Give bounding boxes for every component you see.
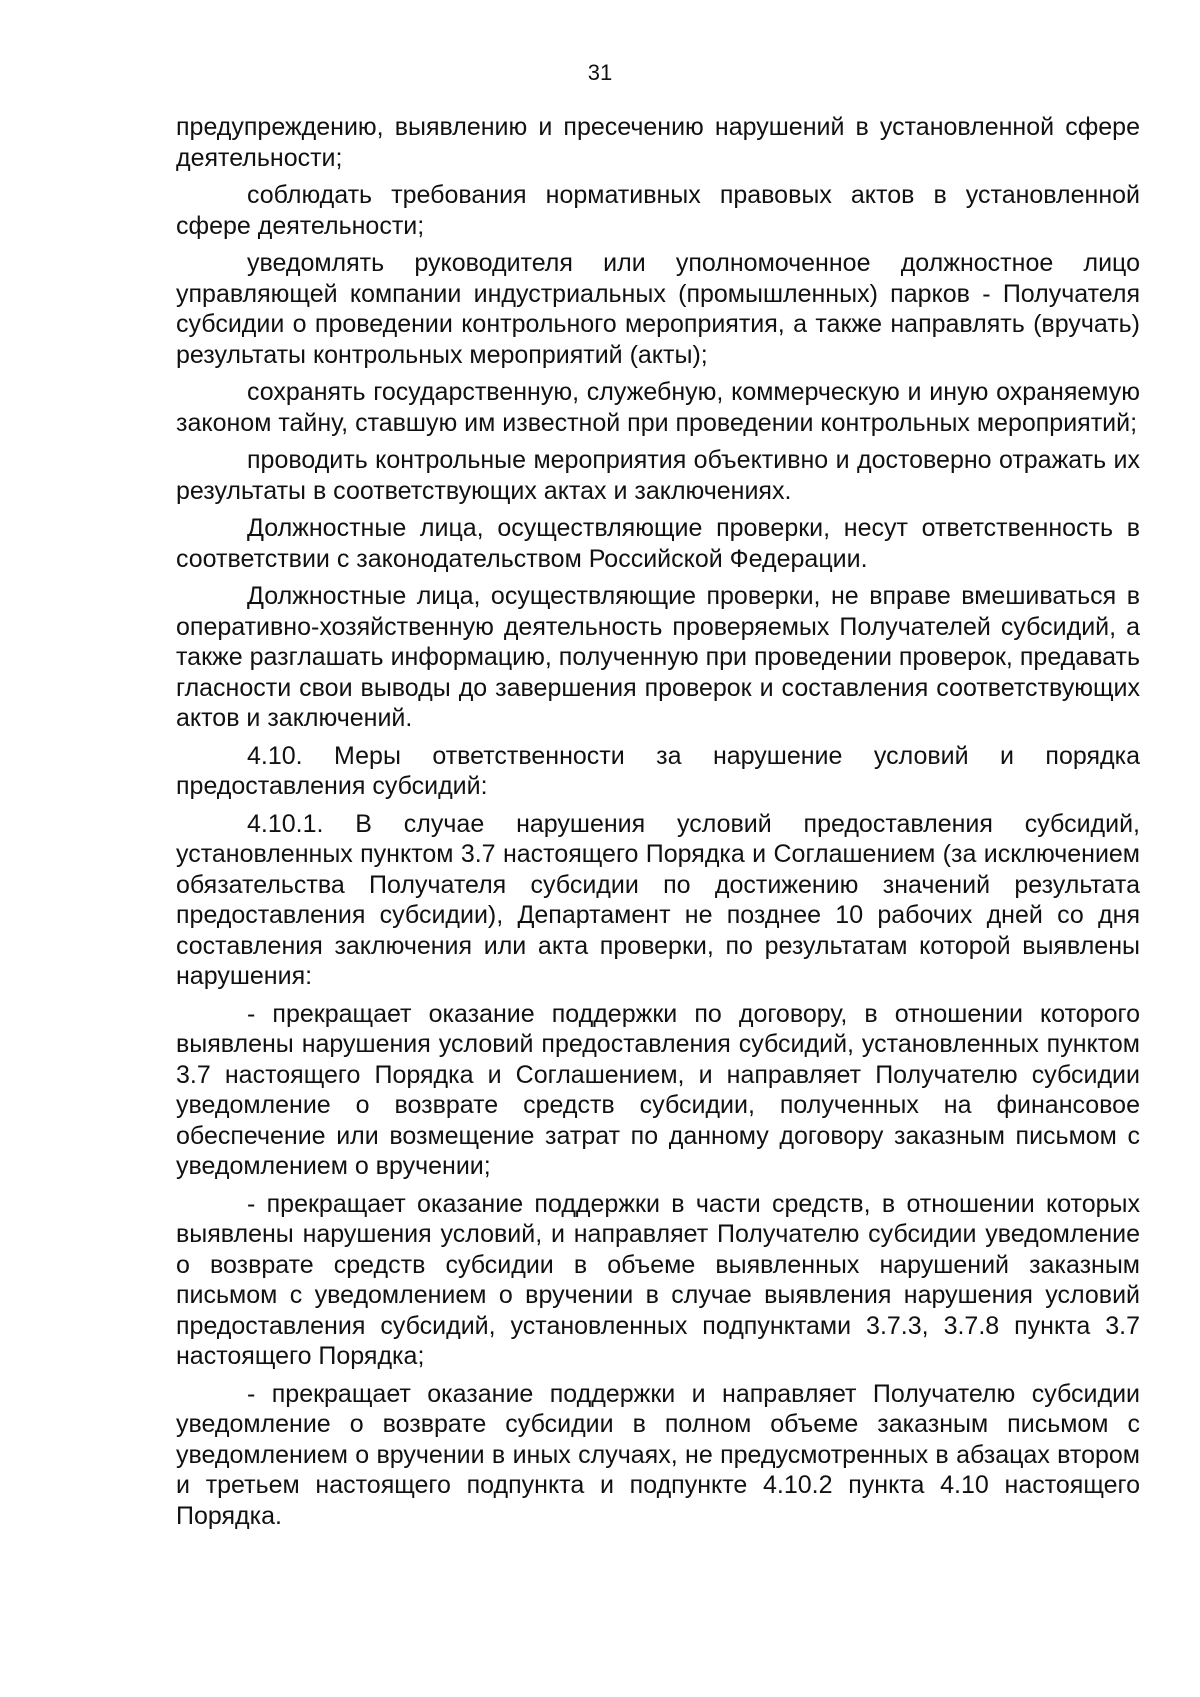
paragraph-section-4-10: 4.10. Меры ответственности за нарушение условий и порядка предоставления субсидий: — [176, 741, 1140, 800]
page-number: 31 — [587, 60, 613, 85]
paragraph-comply-requirements: соблюдать требования нормативных правовых актов в установленной сфере деятельности; — [176, 181, 1140, 240]
paragraph-notify-management: уведомлять руководителя или уполномоченное должностное лицо управляющей компании индустриальных (промышленных) парков - Получателя субсидии о проведении контрольного мероприятия, а также направлять (вручать) результаты контрольных мероприятий (акты); — [176, 249, 1140, 369]
paragraph-bullet-partial: - прекращает оказание поддержки в части средств, в отношении которых выявлены нарушения условий, и направляет Получателю субсидии уведомление о возврате средств субсидии в объеме выявленных нарушений заказным письмом с уведомлением о вручении в случае выявления нарушения условий предоставления субсидий, установленных подпунктами 3.7.3, 3.7.8 пункта 3.7 настоящего Порядка; — [176, 1189, 1140, 1370]
paragraph-officials-restrictions: Должностные лица, осуществляющие проверки, не вправе вмешиваться в оперативно-хозяйственную деятельность проверяемых Получателей субсидий, а также разглашать информацию, полученную при проведении проверок, предавать гласности свои выводы до завершения проверок и составления соответствующих актов и заключений. — [176, 582, 1140, 732]
paragraph-continuation: предупреждению, выявлению и пресечению нарушений в установленной сфере деятельности; — [176, 113, 1140, 172]
paragraph-officials-responsibility: Должностные лица, осуществляющие проверки, несут ответственность в соответствии с законодательством Российской Федерации. — [176, 514, 1140, 573]
paragraph-section-4-10-1: 4.10.1. В случае нарушения условий предоставления субсидий, установленных пунктом 3.7 настоящего Порядка и Соглашением (за исключением обязательства Получателя субсидии по достижению значений результата предоставления субсидии), Департамент не позднее 10 рабочих дней со дня составления заключения или акта проверки, по результатам которой выявлены нарушения: — [176, 809, 1140, 990]
paragraph-bullet-contract: - прекращает оказание поддержки по договору, в отношении которого выявлены нарушения условий предоставления субсидий, установленных пунктом 3.7 настоящего Порядка и Соглашением, и направляет Получателю субсидии уведомление о возврате средств субсидии, полученных на финансовое обеспечение или возмещение затрат по данному договору заказным письмом с уведомлением о вручении; — [176, 999, 1140, 1180]
paragraph-keep-secrets: сохранять государственную, служебную, коммерческую и иную охраняемую законом тайну, ставшую им известной при проведении контрольных мероприятий; — [176, 378, 1140, 437]
paragraph-conduct-objectively: проводить контрольные мероприятия объективно и достоверно отражать их результаты в соответствующих актах и заключениях. — [176, 446, 1140, 505]
document-body — [176, 112, 1140, 1538]
paragraph-bullet-full: - прекращает оказание поддержки и направляет Получателю субсидии уведомление о возврате субсидии в полном объеме заказным письмом с уведомлением о вручении в иных случаях, не предусмотренных в абзацах втором и третьем настоящего подпункта и подпункте 4.10.2 пункта 4.10 настоящего Порядка. — [176, 1379, 1140, 1530]
